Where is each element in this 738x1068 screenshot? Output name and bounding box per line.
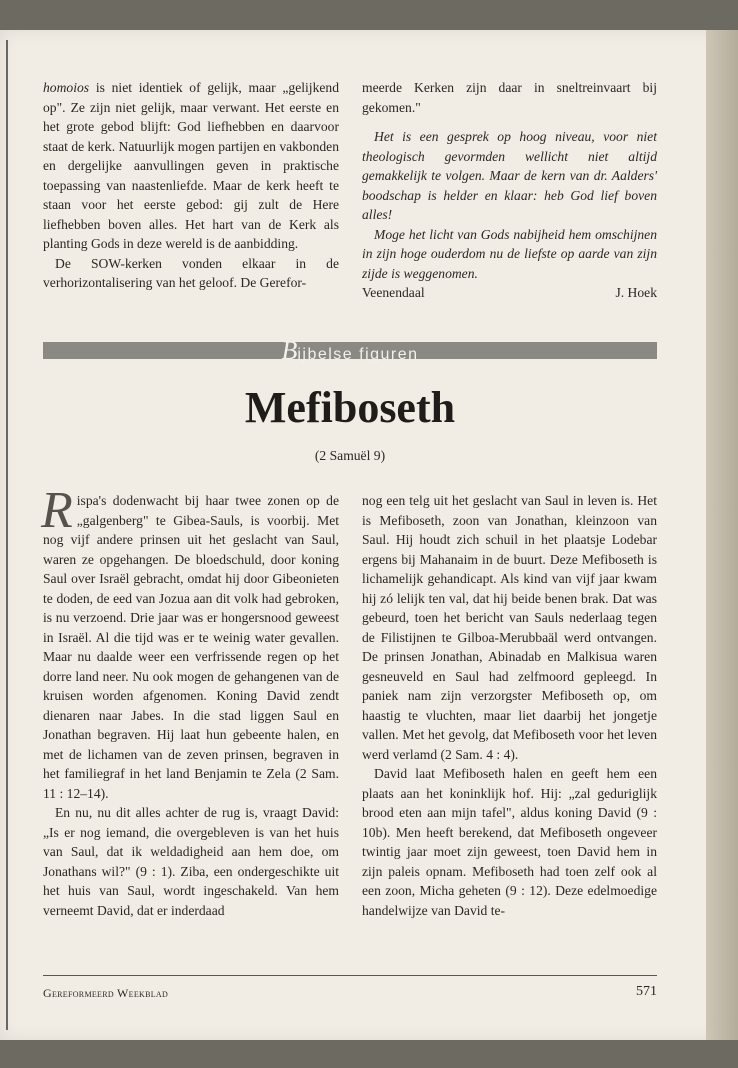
- section-banner: [43, 336, 657, 365]
- binding-spine: [6, 40, 8, 1030]
- top-right-paragraph-1: meerde Kerken zijn daar in sneltreinvaart bij gekomen.": [362, 80, 657, 115]
- top-left-paragraph-2: De SOW-kerken vonden elkaar in de verhorizontalisering van het geloof. De Gerefor-: [43, 255, 339, 290]
- signature-place: Veenendaal: [362, 285, 425, 300]
- page-number: 571: [636, 984, 657, 999]
- lead-italic-word: homoios: [43, 80, 90, 95]
- top-left-paragraph-1: [43, 78, 339, 254]
- top-left-column: [43, 78, 339, 293]
- article-paragraph-3: nog een telg uit het geslacht van Saul in leven is. Het is Mefiboseth, zoon van Jonathan, kleinzoon van Saul. Hij houdt zich schuil in het plaatsje Lodebar ergens bij Mahanaim in de buurt. Deze Mefiboseth is lichamelijk gehandicapt. Als kind van vijf jaar kwam hij zó lelijk ten val, dat hij beide benen brak. Dat was gebeurd, toen het bericht van Sauls nederlaag tegen de Filistijnen te Gilboa-Merubbaäl werd ontvangen. De prinsen Jonathan, Abinadab en Malkisua waren gesneuveld en Saul had zelfmoord gepleegd. In paniek nam zijn verzorgster Mefiboseth op, om haastig te vluchten, maar liet daarbij het jongetje vallen. Met het gevolg, dat Mefiboseth voor het leven werd verlamd (2 Sam. 4 : 4).: [362, 493, 657, 762]
- signature-name: J. Hoek: [615, 285, 657, 300]
- page-edge-stack: [706, 30, 738, 1040]
- article-paragraph-1-text: ispa's dodenwacht bij haar twee zonen op de „galgenberg" te Gibea-Sauls, is voorbij. Met nog vijf andere prinsen uit het geslacht van Saul, waren ze opgehangen. De bloedschuld, door koning Saul over Israël gebracht, omdat hij door Gibeonieten te doden, de eed van Jozua aan dit volk had gebroken, is nu verzoend. Drie jaar was er hongersnood geweest in Israël. Al die tijd was er te weinig water gevallen. Maar nu daalde weer een verfrissende regen op het dorre land neer. Nu ook mogen de gehangenen van de kruisen worden afgenomen. Koning David zendt dienaren naar Jabes. In die stad liggen Saul en Jonathan begraven. Hij laat hun gebeente halen, en met de lichamen van de zeven prinsen, begraven in het familiegraf in het land Benjamin te Zela (2 Sam. 11 : 12–14).: [43, 493, 339, 801]
- article-title: Mefiboseth: [244, 383, 456, 432]
- footer-rule: [43, 975, 657, 976]
- article-subtitle: (2 Samuël 9): [314, 448, 386, 463]
- article-paragraph-1: [41, 482, 339, 803]
- section-label: [43, 336, 657, 365]
- article-paragraph-4: David laat Mefiboseth halen en geeft hem een plaats aan het koninklijk hof. Hij: „zal geduriglijk brood eten aan mijn tafel", aldus koning David (9 : 10b). Men heeft berekend, dat Mefiboseth ongeveer twintig jaar moet zijn geweest, toen David hem in zijn paleis opnam. Mefiboseth had toen zelf ook al een zoon, Micha geheten (9 : 12). Deze edelmoedige handelwijze van David te-: [362, 766, 657, 918]
- top-left-paragraph-1-text: is niet identiek of gelijk, maar „gelijkend op". Ze zijn niet gelijk, maar verwant. Het eerste en het grote gebod blijft: God liefhebben en daarvoor staat de kerk. Natuurlijk mogen partijen en vakbonden en dergelijke aanvullingen geven in praktische toepassing van naastenliefde. Maar de kerk heeft te staan voor het eerste gebod: gij zult de Here liefhebben boven alles. Het hart van de Kerk als planting Gods in deze wereld is de aanbidding.: [43, 80, 339, 251]
- article-left-column: [41, 482, 339, 920]
- signature-row: [362, 283, 657, 303]
- top-right-italic-paragraph-2: Moge het licht van Gods nabijheid hem omschijnen in zijn hoge ouderdom nu de liefste op aarde van zijn zijde is weggenomen.: [362, 226, 657, 281]
- top-right-column: [362, 78, 657, 303]
- section-label-initial: B: [281, 336, 298, 365]
- section-label-rest: ijbelse figuren: [297, 346, 419, 363]
- article-right-column: [362, 491, 657, 920]
- article-paragraph-2: En nu, nu dit alles achter de rug is, vraagt David: „Is er nog iemand, die overgebleven is van het huis van Saul, dat ik weldadigheid aan hem doe, om Jonathans wil?" (9 : 1). Ziba, een ondergeschikte uit het huis van Saul, wordt ingeschakeld. Van hem verneemt David, dat er inderdaad: [43, 805, 339, 918]
- top-right-italic-paragraph-1: Het is een gesprek op hoog niveau, voor niet theologisch gevormden wellicht niet altijd gemakkelijk te volgen. Maar de kern van dr. Aalders' boodschap is helder en klaar: heb God lief boven alles!: [362, 129, 657, 222]
- drop-cap: R: [41, 482, 73, 539]
- publication-name: Gereformeerd Weekblad: [43, 986, 169, 1000]
